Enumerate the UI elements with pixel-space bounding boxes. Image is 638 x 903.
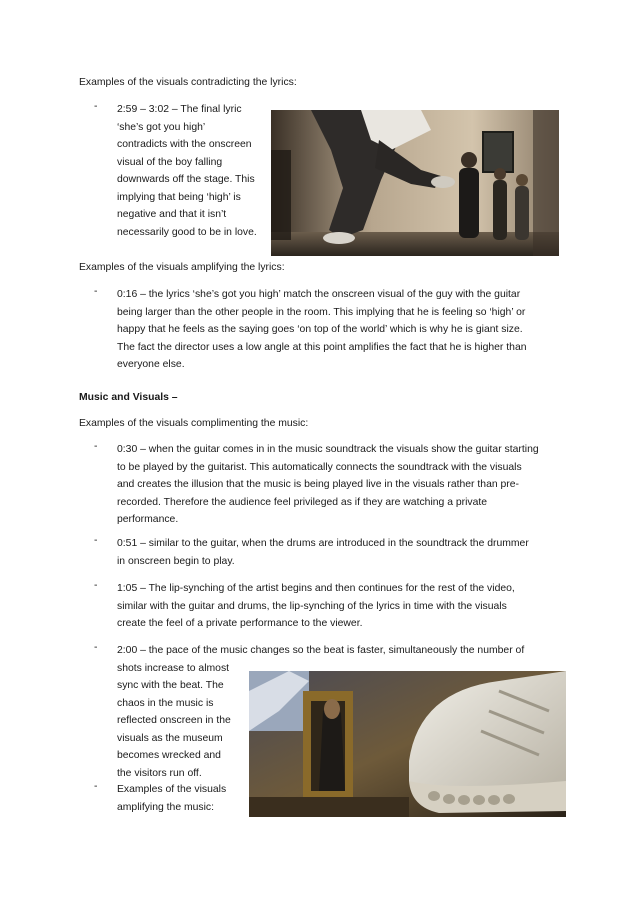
bullet-dash: -: [94, 101, 98, 112]
bullet-dash: -: [94, 642, 98, 653]
text-line: shots increase to almost: [117, 662, 230, 674]
text-line: sync with the beat. The: [117, 680, 224, 691]
text-line: becomes wrecked and: [117, 750, 221, 761]
text-line: contradicts with the onscreen: [117, 139, 252, 150]
text-line: necessarily good to be in love.: [117, 226, 257, 238]
text-line: performance.: [117, 514, 179, 525]
text-line: 0:51 – similar to the guitar, when the drums are introduced in the soundtrack the drummer: [117, 538, 529, 549]
text-line: 0:16 – the lyrics ‘she’s got you high’ match the onscreen visual of the guy with the guitar: [117, 289, 521, 300]
text-line: implying that being ‘high’ is: [117, 191, 241, 203]
bullet-item-music-5: [117, 781, 247, 816]
text-line: happy that he feels as the saying goes ‘on top of the world’ which is why he is giant size.: [117, 324, 523, 335]
text-line: visuals as the museum: [117, 732, 223, 744]
text-line: being larger than the other people in the room. This implying that he is feeling so ‘high’ or: [117, 306, 526, 318]
text-line: 1:05 – The lip-synching of the artist begins and then continues for the rest of the video,: [117, 583, 515, 594]
text-line: negative and that it isn’t: [117, 209, 227, 220]
section-heading-amplifying-lyrics: Examples of the visuals amplifying the lyrics:: [79, 262, 285, 273]
bullet-dash: -: [94, 286, 98, 297]
bullet-dash: -: [94, 580, 98, 591]
text-line: reflected onscreen in the: [117, 715, 231, 726]
bullet-dash: -: [94, 441, 98, 452]
text-line: downwards off the stage. This: [117, 174, 255, 185]
bullet-item-music-3: [117, 580, 567, 633]
text-line: the visitors run off.: [117, 767, 202, 779]
text-line: recorded. Therefore the audience feel privileged as if they are watching a private: [117, 496, 488, 508]
bullet-item-music-1: [117, 441, 567, 529]
section-heading-contradicting-lyrics: Examples of the visuals contradicting the lyrics:: [79, 77, 297, 88]
text-line: 2:59 – 3:02 – The final lyric: [117, 104, 242, 115]
text-line: ‘she’s got you high’: [117, 121, 206, 133]
text-line: similar with the guitar and drums, the lip-synching of the lyrics in time with the visuals: [117, 600, 507, 612]
video-still-boy-falling: [271, 110, 559, 256]
section-title-music-and-visuals: Music and Visuals –: [79, 392, 178, 403]
bullet-dash: -: [94, 781, 98, 792]
text-line: in onscreen begin to play.: [117, 555, 235, 567]
section-heading-complimenting-music: Examples of the visuals complimenting the music:: [79, 418, 309, 429]
bullet-item-amplifying-lyrics-1: [117, 286, 567, 374]
text-line: and creates the illusion that the music is being played live in the visuals rather than pre-: [117, 479, 519, 490]
text-line: to be played by the guitarist. This automatically connects the soundtrack with the visuals: [117, 461, 522, 473]
text-line: create the feel of a private performance to the viewer.: [117, 618, 363, 629]
text-line: everyone else.: [117, 359, 185, 370]
video-still-giant-sneaker: [249, 671, 566, 817]
text-line: 0:30 – when the guitar comes in in the music soundtrack the visuals show the guitar starting: [117, 444, 539, 455]
text-line: visual of the boy falling: [117, 156, 223, 168]
bullet-dash: -: [94, 535, 98, 546]
text-line: The fact the director uses a low angle at this point amplifies the fact that he is higher than: [117, 341, 527, 353]
text-line: 2:00 – the pace of the music changes so the beat is faster, simultaneously the number of: [117, 645, 525, 656]
text-line: amplifying the music:: [117, 801, 215, 813]
text-line: Examples of the visuals: [117, 784, 227, 795]
bullet-item-music-2: [117, 535, 567, 570]
text-line: chaos in the music is: [117, 697, 214, 709]
bullet-item-contradicting-1: [117, 101, 267, 241]
